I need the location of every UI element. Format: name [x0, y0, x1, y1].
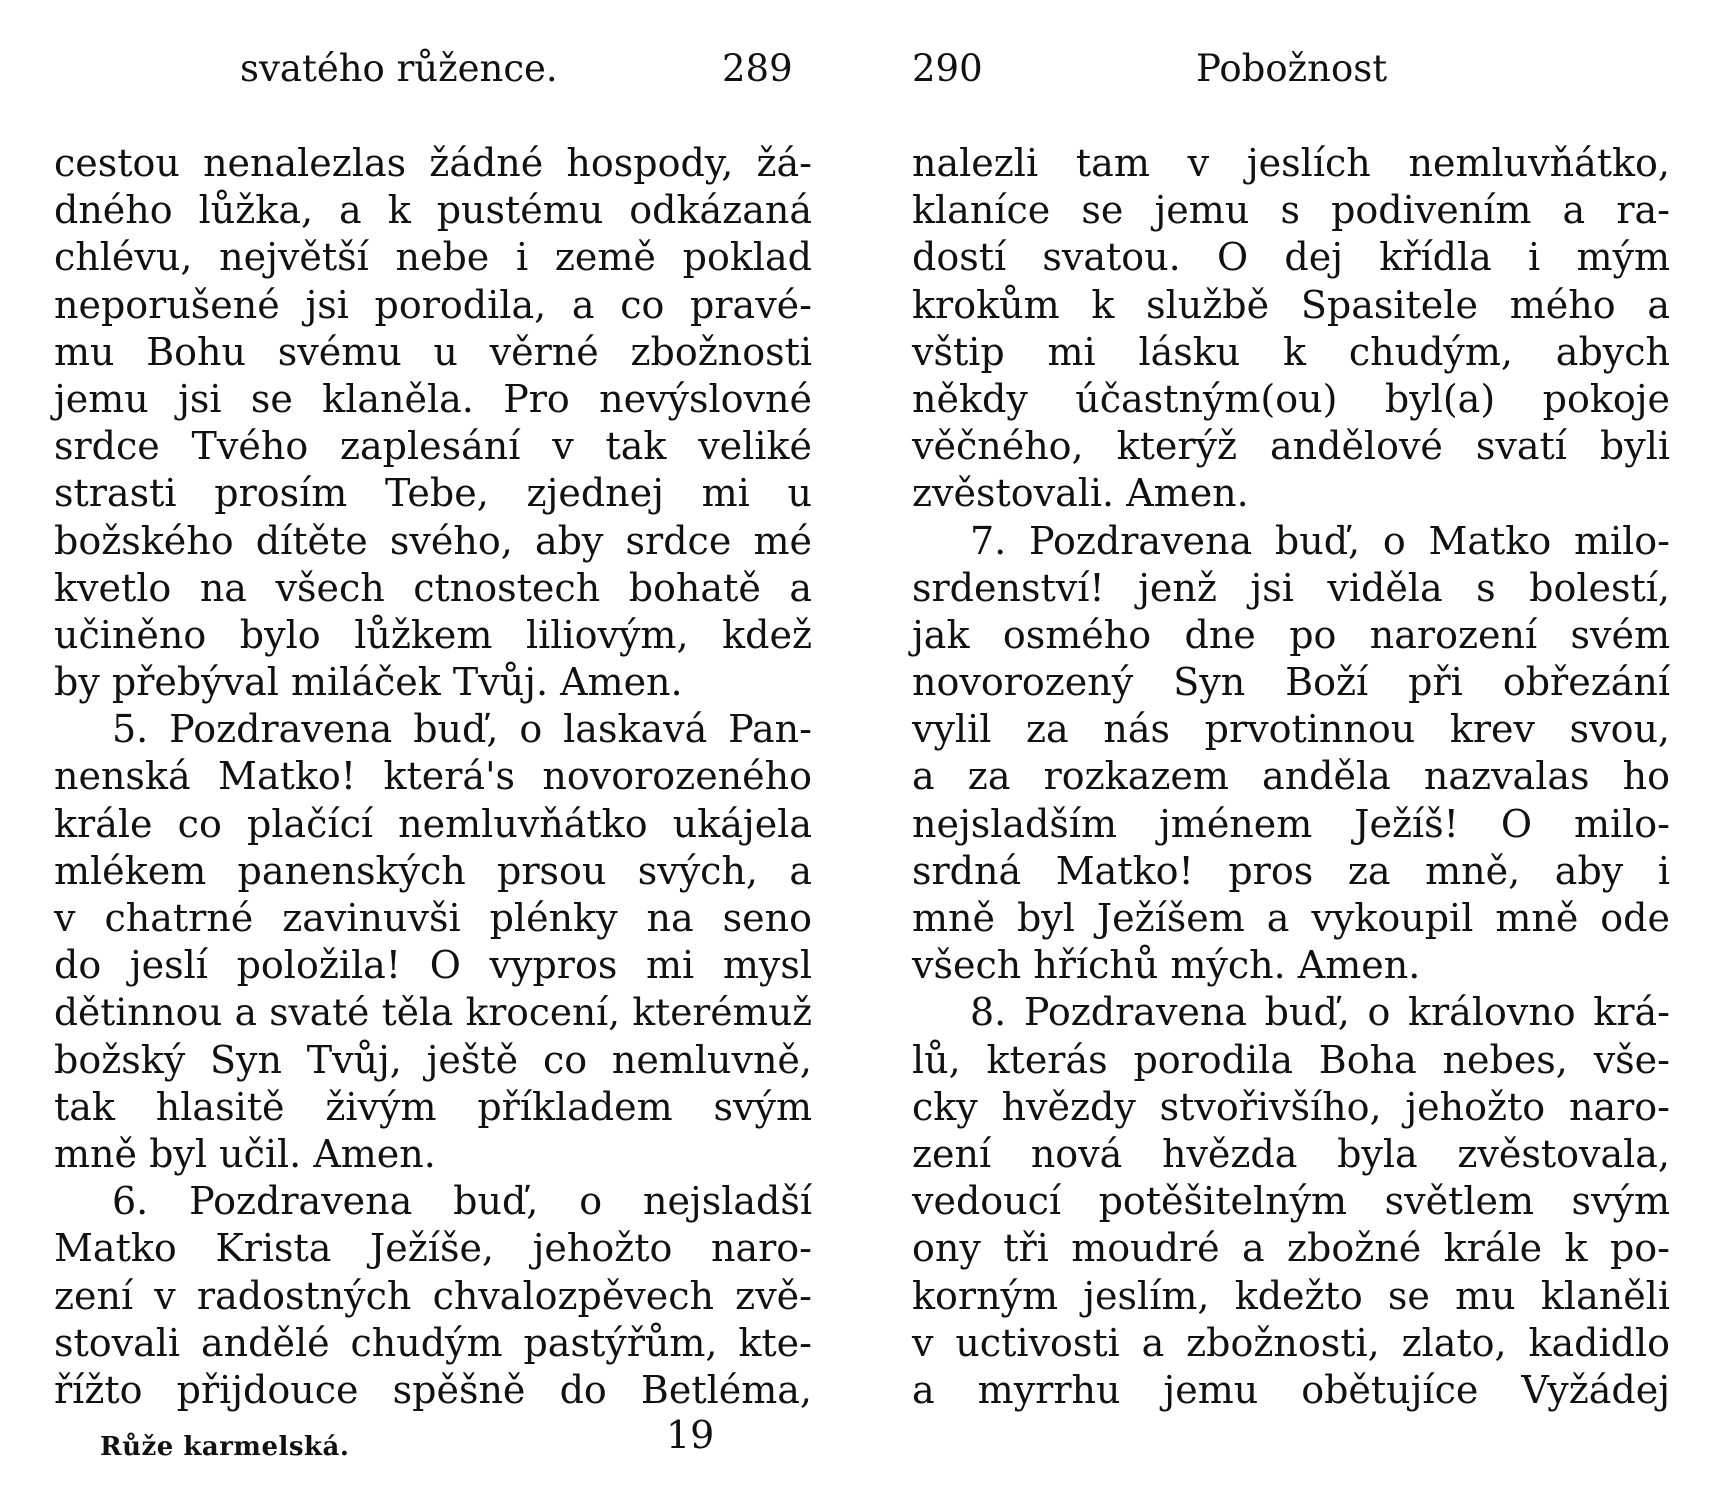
text-line: řížto přijdouce spěšně do Betléma, [54, 1367, 812, 1412]
text-line: lů, kterás porodila Boha nebes, vše- [912, 1037, 1670, 1082]
text-line: dného lůžka, a k pustému odkázaná [54, 188, 812, 233]
text-line: vylil za nás prvotinnou krev svou, [912, 707, 1670, 752]
text-line: Matko Krista Ježíše, jehožto naro- [54, 1226, 812, 1271]
left-body-text [54, 140, 812, 1414]
text-line: vedoucí potěšitelným světlem svým [912, 1179, 1670, 1224]
text-line: dostí svatou. O dej křídla i mým [912, 235, 1670, 280]
text-line: srdná Matko! pros za mně, aby i [912, 848, 1670, 893]
left-running-title: svatého růžence. [240, 47, 558, 90]
text-line: ony tři moudré a zbožné krále k po- [912, 1226, 1670, 1271]
right-page-number: 290 [912, 47, 983, 90]
text-line: chlévu, největší nebe i země poklad [54, 235, 812, 280]
text-line: srdce Tvého zaplesání v tak veliké [54, 424, 812, 469]
text-line: všech hříchů mých. Amen. [912, 943, 1421, 988]
text-line: vštip mi lásku k chudým, abych [912, 329, 1670, 374]
text-line: zení v radostných chvalozpěvech zvě- [54, 1273, 812, 1318]
text-line: někdy účastným(ou) byl(a) pokoje [912, 376, 1670, 421]
text-line: do jeslí položila! O vypros mi mysl [54, 943, 812, 988]
signature-mark: Růže karmelská. [100, 1432, 350, 1462]
text-line: v chatrné zavinuvši plénky na seno [54, 896, 812, 940]
text-line: učiněno bylo lůžkem liliovým, kdež [54, 612, 812, 657]
text-line: cky hvězdy stvořivšího, jehožto naro- [912, 1084, 1670, 1129]
text-line: mlékem panenských prsou svých, a [54, 848, 812, 893]
text-line: božského dítěte svého, aby srdce mé [54, 518, 812, 563]
text-line: zvěstovali. Amen. [912, 471, 1249, 516]
text-line: jemu jsi se klaněla. Pro nevýslovné [54, 376, 812, 421]
text-line: věčného, kterýž andělové svatí byli [912, 424, 1670, 469]
text-line: mně byl učil. Amen. [54, 1131, 436, 1176]
text-line: a myrrhu jemu obětujíce Vyžádej [912, 1367, 1670, 1412]
text-line: nejsladším jménem Ježíš! O milo- [912, 801, 1670, 846]
text-line: dětinnou a svaté těla krocení, kterémuž [54, 990, 812, 1035]
left-page-number: 289 [722, 47, 793, 90]
text-line: nalezli tam v jeslích nemluvňátko, [912, 141, 1670, 185]
text-line: novorozený Syn Boží při obřezání [912, 660, 1670, 705]
sheet-number: 19 [666, 1413, 715, 1457]
text-line: mu Bohu svému u věrné zbožnosti [54, 329, 812, 374]
text-line: krokům k službě Spasitele mého a [912, 282, 1670, 327]
right-running-title: Pobožnost [1196, 47, 1388, 90]
paragraph-start-line: 7. Pozdravena buď, o Matko milo- [970, 518, 1670, 563]
text-line: božský Syn Tvůj, ještě co nemluvně, [54, 1037, 812, 1082]
text-line: kvetlo na všech ctnostech bohatě a [54, 565, 812, 610]
text-line: srdenství! jenž jsi viděla s bolestí, [912, 565, 1670, 610]
text-line: korným jeslím, kdežto se mu klaněli [912, 1273, 1670, 1318]
text-line: klaníce se jemu s podivením a ra- [912, 188, 1670, 233]
text-line: v uctivosti a zbožnosti, zlato, kadidlo [912, 1320, 1670, 1365]
right-page [856, 0, 1712, 1500]
paragraph-start-line: 5. Pozdravena buď, o laskavá Pan- [112, 707, 812, 752]
text-line: stovali andělé chudým pastýřům, kte- [54, 1320, 812, 1365]
text-line: cestou nenalezlas žádné hospody, žá- [54, 141, 812, 185]
paragraph-start-line: 6. Pozdravena buď, o nejsladší [112, 1179, 812, 1224]
text-line: mně byl Ježíšem a vykoupil mně ode [912, 896, 1670, 940]
text-line: zení nová hvězda byla zvěstovala, [912, 1131, 1670, 1176]
text-line: by přebýval miláček Tvůj. Amen. [54, 660, 683, 705]
text-line: neporušené jsi porodila, a co pravé- [54, 282, 812, 327]
paragraph-start-line: 8. Pozdravena buď, o královno krá- [970, 990, 1670, 1035]
text-line: nenská Matko! která's novorozeného [54, 754, 812, 799]
text-line: a za rozkazem anděla nazvalas ho [912, 754, 1670, 799]
text-line: strasti prosím Tebe, zjednej mi u [54, 471, 812, 516]
right-body-text [912, 140, 1670, 1414]
text-line: krále co plačící nemluvňátko ukájela [54, 801, 812, 846]
text-line: tak hlasitě živým příkladem svým [54, 1084, 812, 1129]
text-line: jak osmého dne po narození svém [912, 612, 1670, 657]
